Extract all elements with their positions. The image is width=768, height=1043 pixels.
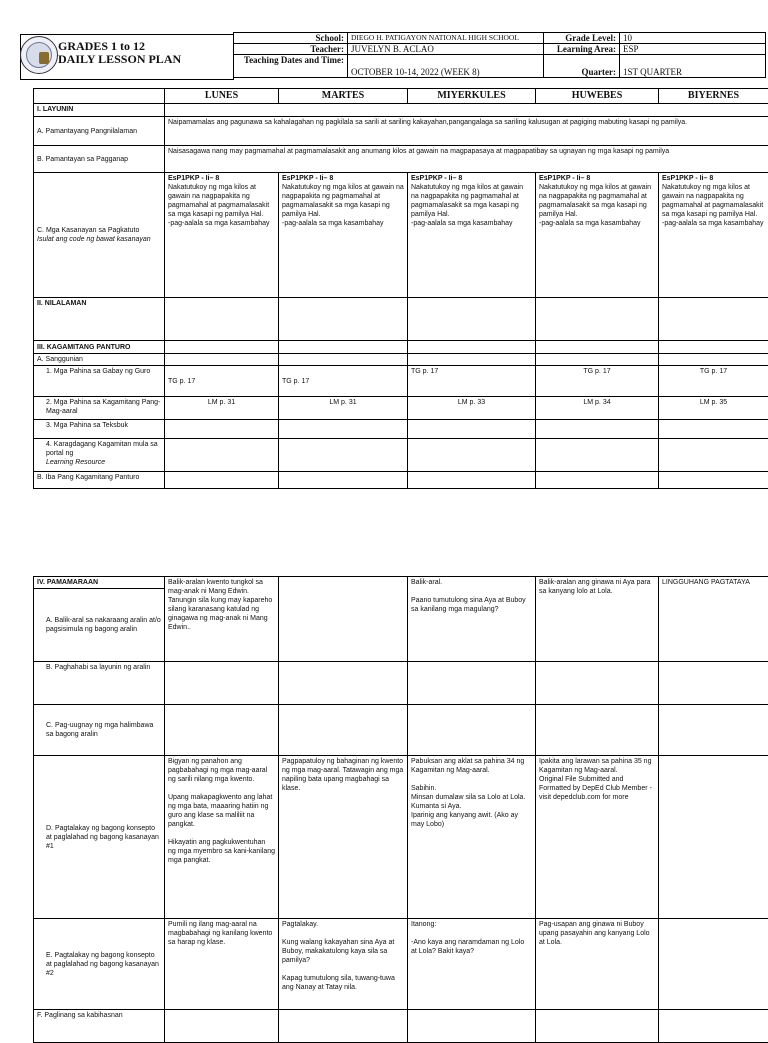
karagdagang-cell bbox=[165, 439, 279, 472]
balik-aral-lunes: Balik-aralan kwento tungkol sa mag-anak ni Mang Edwin. Tanungin sila kung may kapareho silang karanasang katulad ng ginagawa ng mag-anak ni Mang Edwin.. bbox=[165, 577, 279, 662]
teksbuk-cell bbox=[536, 420, 659, 439]
nilalaman-cell bbox=[408, 298, 536, 341]
dates-label: Teaching Dates and Time: bbox=[234, 55, 348, 78]
grade-label: Grade Level: bbox=[544, 33, 620, 44]
lm-page-miyerkules: LM p. 33 bbox=[408, 397, 536, 420]
teksbuk-cell bbox=[279, 420, 408, 439]
paghahabi-label: B. Paghahabi sa layunin ng aralin bbox=[34, 662, 165, 705]
pagtalakay-1-huwebes: Ipakita ang larawan sa pahina 35 ng Kagamitan ng Mag-aaral. Original File Submitted and Formatted by DepEd Club Member - visit depedclub.com for more bbox=[536, 756, 659, 919]
pamantayan-pagganap-text: Naisasagawa nang may pagmamahal at pagmamalasakit ang anumang kilos at gawain na magpapasaya at magpapatibay sa ugnayan ng mga kasapi ng pamilya bbox=[165, 146, 768, 173]
karagdagang-cell bbox=[536, 439, 659, 472]
quarter-label: Quarter: bbox=[544, 55, 620, 78]
kasanayan-code: EsP1PKP - Ii– 8 bbox=[168, 174, 275, 183]
doc-title-line2: DAILY LESSON PLAN bbox=[58, 53, 181, 66]
paglinang-label: F. Paglinang sa kabihasnan bbox=[34, 1010, 165, 1043]
karagdagang-cell bbox=[659, 439, 768, 472]
kasanayan-code: EsP1PKP - Ii– 8 bbox=[282, 174, 404, 183]
section-nilalaman-title: II. NILALAMAN bbox=[34, 298, 165, 341]
day-header-blank bbox=[34, 89, 165, 104]
sanggunian-cell bbox=[279, 354, 408, 366]
paghahabi-cell bbox=[408, 662, 536, 705]
day-header-huwebes: HUWEBES bbox=[536, 89, 659, 104]
paglinang-cell bbox=[659, 1010, 768, 1043]
paglinang-cell bbox=[536, 1010, 659, 1043]
pagtalakay-2-label: E. Pagtalakay ng bagong konsepto at paglalahad ng bagong kasanayan #2 bbox=[34, 919, 165, 1010]
kagamitan-cell bbox=[165, 341, 279, 354]
gabay-guro-label: 1. Mga Pahina sa Gabay ng Guro bbox=[34, 366, 165, 397]
karagdagang-cell bbox=[408, 439, 536, 472]
sanggunian-cell bbox=[536, 354, 659, 366]
pagtalakay-1-martes: Pagpapatuloy ng bahaginan ng kwento ng mga mag-aaral. Tatawagin ang mga napiling bata upang magbahagi sa klase. bbox=[279, 756, 408, 919]
iba-pang-cell bbox=[536, 472, 659, 489]
lesson-plan-table-bottom bbox=[33, 576, 768, 1043]
day-header-miyerkules: MIYERKULES bbox=[408, 89, 536, 104]
tg-page-martes: TG p. 17 bbox=[279, 366, 408, 397]
lm-pages-label: 2. Mga Pahina sa Kagamitang Pang-Mag-aaral bbox=[34, 397, 165, 420]
pagtalakay-1-label: D. Pagtalakay ng bagong konsepto at paglalahad ng bagong kasanayan #1 bbox=[34, 756, 165, 919]
nilalaman-cell bbox=[279, 298, 408, 341]
iba-pang-cell bbox=[659, 472, 768, 489]
pagtalakay-2-lunes: Pumili ng ilang mag-aaral na magbabahagi ng kanilang kwento sa harap ng klase. bbox=[165, 919, 279, 1010]
kasanayan-text: Nakatutukoy ng mga kilos at gawain na nagpapakita ng pagmamahal at pagmamalasakit sa mga kasapi ng pamilya Hal. -pag-aalala sa mga kasambahay bbox=[662, 183, 765, 228]
pamantayan-pagganap-label: B. Pamantayan sa Pagganap bbox=[34, 146, 165, 173]
kagamitan-cell bbox=[279, 341, 408, 354]
balik-aral-label: A. Balik-aral sa nakaraang aralin at/o pagsisimula ng bagong aralin bbox=[34, 589, 165, 662]
tg-page-miyerkules: TG p. 17 bbox=[408, 366, 536, 397]
area-label: Learning Area: bbox=[544, 44, 620, 55]
paghahabi-cell bbox=[279, 662, 408, 705]
paglinang-cell bbox=[408, 1010, 536, 1043]
kasanayan-text: Nakatutukoy ng mga kilos at gawain na nagpapakita ng pagmamahal at pagmamalasakit sa mga kasapi ng pamilya Hal. -pag-aalala sa mga kasambahay bbox=[282, 183, 404, 228]
paghahabi-cell bbox=[659, 662, 768, 705]
tg-page-huwebes: TG p. 17 bbox=[536, 366, 659, 397]
sanggunian-cell bbox=[659, 354, 768, 366]
pamantayang-pangnilalaman-text: Naipamamalas ang pagunawa sa kahalagahan ng pagkilala sa sarili at sariling kakayahan,pangangalaga sa sariling kalusugan at pagiging mabuting kasapi ng pamilya. bbox=[165, 117, 768, 146]
quarter-value: 1ST QUARTER bbox=[620, 55, 766, 78]
pag-uugnay-cell bbox=[408, 705, 536, 756]
nilalaman-cell bbox=[165, 298, 279, 341]
day-header-biyernes: BIYERNES bbox=[659, 89, 768, 104]
header-info-table bbox=[233, 32, 766, 78]
paghahabi-cell bbox=[165, 662, 279, 705]
karagdagang-cell bbox=[279, 439, 408, 472]
karagdagang-kagamitan-label: 4. Karagdagang Kagamitan mula sa portal ng bbox=[46, 441, 158, 457]
pagtalakay-1-miyerkules: Pabuksan ang aklat sa pahina 34 ng Kagamitan ng Mag-aaral. Sabihin. Minsan dumalaw sila sa Lolo at Lola. Kumanta si Aya. Iparinig ang kanyang awit. (Ako ay may Lobo) bbox=[408, 756, 536, 919]
day-header-martes: MARTES bbox=[279, 89, 408, 104]
doc-title-line1: GRADES 1 to 12 bbox=[58, 40, 145, 53]
paglinang-cell bbox=[165, 1010, 279, 1043]
kasanayan-text: Nakatutukoy ng mga kilos at gawain na nagpapakita ng pagmamahal at pagmamalasakit sa mga kasapi ng pamilya Hal. -pag-aalala sa mga kasambahay bbox=[411, 183, 532, 228]
balik-aral-huwebes: Balik-aralan ang ginawa ni Aya para sa kanyang lolo at Lola. bbox=[536, 577, 659, 662]
lesson-plan-table-top bbox=[33, 88, 768, 489]
pamantayang-pangnilalaman-label: A. Pamantayang Pangnilalaman bbox=[34, 117, 165, 146]
school-value: DIEGO H. PATIGAYON NATIONAL HIGH SCHOOL bbox=[348, 33, 544, 44]
kasanayan-label: C. Mga Kasanayan sa Pagkatuto bbox=[37, 226, 161, 235]
pagtalakay-1-lunes: Bigyan ng panahon ang pagbabahagi ng mga mag-aaral ng sarili nilang mga kwento. Upang makapagkwento ang lahat ng mga bata, maaaring hatiin ng guro ang klase sa maliliit na pangkat. Hikayatin ang pagkukwentuhan ng mga myembro sa kani-kanilang mga pangkat. bbox=[165, 756, 279, 919]
iba-pang-cell bbox=[279, 472, 408, 489]
pagtalakay-2-martes: Pagtalakay. Kung walang kakayahan sina Aya at Buboy, makakatulong kaya sila sa pamilya? Kapag tumutulong sila, tuwang-tuwa ang Nanay at Tatay nila. bbox=[279, 919, 408, 1010]
pag-uugnay-cell bbox=[536, 705, 659, 756]
nilalaman-cell bbox=[659, 298, 768, 341]
deped-seal-icon bbox=[20, 36, 58, 74]
balik-aral-title: Balik-aral. bbox=[411, 578, 532, 587]
pagtalakay-1-biyernes bbox=[659, 756, 768, 919]
kasanayan-cell-martes bbox=[279, 173, 408, 298]
kasanayan-label-cell bbox=[34, 173, 165, 298]
kagamitan-cell bbox=[408, 341, 536, 354]
tg-page-lunes: TG p. 17 bbox=[165, 366, 279, 397]
learning-resource-label: Learning Resource bbox=[46, 459, 105, 466]
paghahabi-cell bbox=[536, 662, 659, 705]
iba-pang-cell bbox=[165, 472, 279, 489]
lm-page-lunes: LM p. 31 bbox=[165, 397, 279, 420]
kasanayan-code: EsP1PKP - Ii– 8 bbox=[662, 174, 765, 183]
kasanayan-text: Nakatutukoy ng mga kilos at gawain na nagpapakita ng pagmamahal at pagmamalasakit sa mga kasapi ng pamilya Hal. -pag-aalala sa mga kasambahay bbox=[168, 183, 275, 228]
pag-uugnay-cell bbox=[165, 705, 279, 756]
pagtalakay-2-huwebes: Pag-usapan ang ginawa ni Buboy upang pasayahin ang kanyang Lolo at Lola. bbox=[536, 919, 659, 1010]
section-layunin-spacer bbox=[165, 104, 768, 117]
kagamitan-cell bbox=[659, 341, 768, 354]
school-label: School: bbox=[234, 33, 348, 44]
pagtalakay-2-miyerkules: Itanong: -Ano kaya ang naramdaman ng Lolo at Lola? Bakit kaya? bbox=[408, 919, 536, 1010]
lm-page-huwebes: LM p. 34 bbox=[536, 397, 659, 420]
pag-uugnay-cell bbox=[659, 705, 768, 756]
sanggunian-cell bbox=[165, 354, 279, 366]
balik-aral-miyerkules bbox=[408, 577, 536, 662]
kasanayan-cell-lunes bbox=[165, 173, 279, 298]
pag-uugnay-cell bbox=[279, 705, 408, 756]
teksbuk-cell bbox=[408, 420, 536, 439]
lm-page-martes: LM p. 31 bbox=[279, 397, 408, 420]
dates-value: OCTOBER 10-14, 2022 (WEEK 8) bbox=[348, 55, 544, 78]
balik-aral-martes bbox=[279, 577, 408, 662]
grade-value: 10 bbox=[620, 33, 766, 44]
lingguhang-pagtataya: LINGGUHANG PAGTATAYA bbox=[659, 577, 768, 662]
kagamitan-cell bbox=[536, 341, 659, 354]
section-layunin-title: I. LAYUNIN bbox=[34, 104, 165, 117]
kasanayan-note: Isulat ang code ng bawat kasanayan bbox=[37, 235, 161, 244]
sanggunian-cell bbox=[408, 354, 536, 366]
kasanayan-cell-huwebes bbox=[536, 173, 659, 298]
kasanayan-code: EsP1PKP - Ii– 8 bbox=[539, 174, 655, 183]
paglinang-cell bbox=[279, 1010, 408, 1043]
section-kagamitan-title: III. KAGAMITANG PANTURO bbox=[34, 341, 165, 354]
teksbuk-label: 3. Mga Pahina sa Teksbuk bbox=[34, 420, 165, 439]
teacher-value: JUVELYN B. ACLAO bbox=[348, 44, 544, 55]
teksbuk-cell bbox=[659, 420, 768, 439]
section-pamamaraan-title: IV. PAMAMARAAN bbox=[34, 577, 165, 589]
balik-aral-question: Paano tumutulong sina Aya at Buboy sa kanilang mga magulang? bbox=[411, 596, 532, 614]
kasanayan-cell-miyerkules bbox=[408, 173, 536, 298]
area-value: ESP bbox=[620, 44, 766, 55]
day-header-lunes: LUNES bbox=[165, 89, 279, 104]
sanggunian-label: A. Sanggunian bbox=[34, 354, 165, 366]
pag-uugnay-label: C. Pag-uugnay ng mga halimbawa sa bagong aralin bbox=[34, 705, 165, 756]
kasanayan-code: EsP1PKP - Ii– 8 bbox=[411, 174, 532, 183]
tg-page-biyernes: TG p. 17 bbox=[659, 366, 768, 397]
pagtalakay-2-biyernes bbox=[659, 919, 768, 1010]
teacher-label: Teacher: bbox=[234, 44, 348, 55]
kasanayan-cell-biyernes bbox=[659, 173, 768, 298]
kasanayan-text: Nakatutukoy ng mga kilos at gawain na nagpapakita ng pagmamahal at pagmamalasakit sa mga kasapi ng pamilya Hal. -pag-aalala sa mga kasambahay bbox=[539, 183, 655, 228]
iba-pang-cell bbox=[408, 472, 536, 489]
karagdagang-kagamitan-cell bbox=[34, 439, 165, 472]
iba-pang-kagamitan-label: B. Iba Pang Kagamitang Panturo bbox=[34, 472, 165, 489]
nilalaman-cell bbox=[536, 298, 659, 341]
teksbuk-cell bbox=[165, 420, 279, 439]
lm-page-biyernes: LM p. 35 bbox=[659, 397, 768, 420]
